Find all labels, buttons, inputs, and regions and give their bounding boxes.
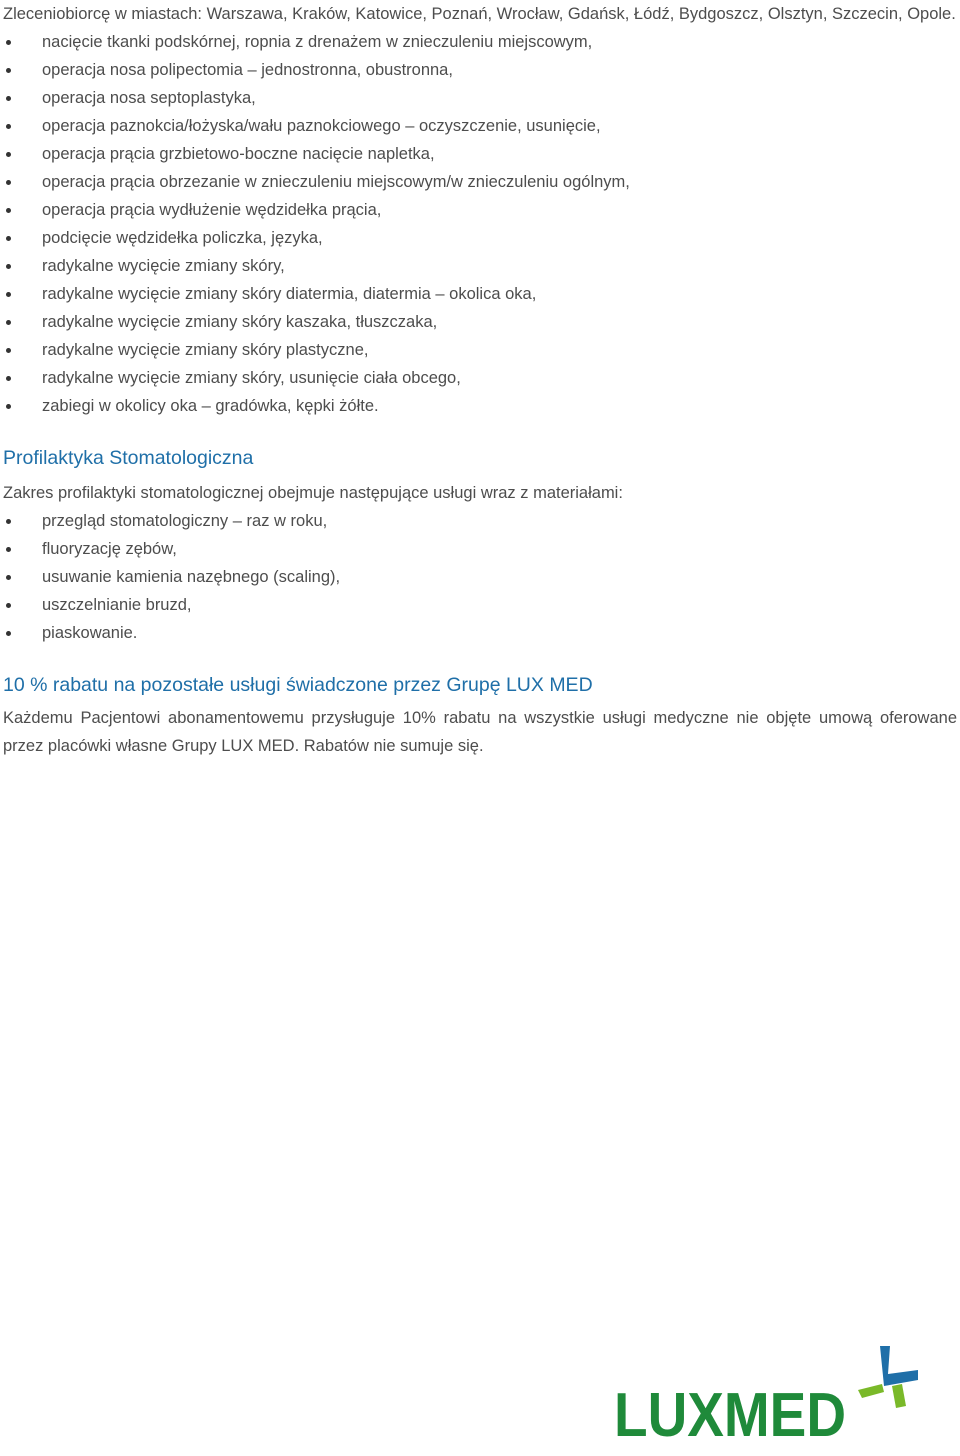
bullet-icon xyxy=(6,547,11,552)
luxmed-logo xyxy=(612,1340,932,1440)
bullet-icon xyxy=(6,40,11,45)
profilaktyka-list xyxy=(3,507,957,647)
profilaktyka-intro: Zakres profilaktyki stomatologicznej obejmuje następujące usługi wraz z materiałami: xyxy=(3,484,623,502)
list-item: operacja nosa polipectomia – jednostronna, obustronna, xyxy=(3,56,957,84)
bullet-icon xyxy=(6,264,11,269)
bullet-icon xyxy=(6,348,11,353)
bullet-icon xyxy=(6,124,11,129)
list-item: operacja paznokcia/łożyska/wału paznokciowego – oczyszczenie, usunięcie, xyxy=(3,112,957,140)
list-item: nacięcie tkanki podskórnej, ropnia z drenażem w znieczuleniu miejscowym, xyxy=(3,28,957,56)
list-item: radykalne wycięcie zmiany skóry kaszaka, tłuszczaka, xyxy=(3,308,957,336)
procedures-list xyxy=(3,28,957,420)
list-item: operacja nosa septoplastyka, xyxy=(3,84,957,112)
rabat-paragraph: Każdemu Pacjentowi abonamentowemu przysługuje 10% rabatu na wszystkie usługi medyczne nie objęte umową oferowane przez placówki własne Grupy LUX MED. Rabatów nie sumuje się. xyxy=(3,709,957,755)
list-item: uszczelnianie bruzd, xyxy=(3,591,957,619)
bullet-icon xyxy=(6,236,11,241)
document-page xyxy=(3,0,957,760)
list-item: piaskowanie. xyxy=(3,619,957,647)
bullet-icon xyxy=(6,603,11,608)
section-heading-profilaktyka: Profilaktyka Stomatologiczna xyxy=(3,447,254,469)
logo-cross-icon xyxy=(858,1346,918,1408)
list-item: zabiegi w okolicy oka – gradówka, kępki żółte. xyxy=(3,392,957,420)
intro-paragraph: Zleceniobiorcę w miastach: Warszawa, Kraków, Katowice, Poznań, Wrocław, Gdańsk, Łódź, Bydgoszcz, Olsztyn, Szczecin, Opole. xyxy=(3,5,956,23)
section-heading-rabat: 10 % rabatu na pozostałe usługi świadczone przez Grupę LUX MED xyxy=(3,674,593,696)
bullet-icon xyxy=(6,96,11,101)
bullet-icon xyxy=(6,68,11,73)
bullet-icon xyxy=(6,152,11,157)
list-item: operacja prącia wydłużenie wędzidełka prącia, xyxy=(3,196,957,224)
logo-cross-blue-stroke xyxy=(880,1346,918,1386)
list-item: radykalne wycięcie zmiany skóry plastyczne, xyxy=(3,336,957,364)
list-item: radykalne wycięcie zmiany skóry, xyxy=(3,252,957,280)
list-item: podcięcie wędzidełka policzka, języka, xyxy=(3,224,957,252)
bullet-icon xyxy=(6,575,11,580)
bullet-icon xyxy=(6,519,11,524)
bullet-icon xyxy=(6,631,11,636)
list-item: radykalne wycięcie zmiany skóry, usunięcie ciała obcego, xyxy=(3,364,957,392)
logo-cross-green-stroke xyxy=(858,1384,884,1398)
bullet-icon xyxy=(6,180,11,185)
bullet-icon xyxy=(6,208,11,213)
bullet-icon xyxy=(6,292,11,297)
list-item: przegląd stomatologiczny – raz w roku, xyxy=(3,507,957,535)
bullet-icon xyxy=(6,404,11,409)
list-item: operacja prącia grzbietowo-boczne nacięcie napletka, xyxy=(3,140,957,168)
bullet-icon xyxy=(6,376,11,381)
list-item: radykalne wycięcie zmiany skóry diatermia, diatermia – okolica oka, xyxy=(3,280,957,308)
logo-cross-green-stroke-2 xyxy=(892,1384,906,1408)
list-item: fluoryzację zębów, xyxy=(3,535,957,563)
logo-wordmark: LUXMED xyxy=(614,1381,846,1440)
list-item: operacja prącia obrzezanie w znieczuleniu miejscowym/w znieczuleniu ogólnym, xyxy=(3,168,957,196)
list-item: usuwanie kamienia nazębnego (scaling), xyxy=(3,563,957,591)
bullet-icon xyxy=(6,320,11,325)
